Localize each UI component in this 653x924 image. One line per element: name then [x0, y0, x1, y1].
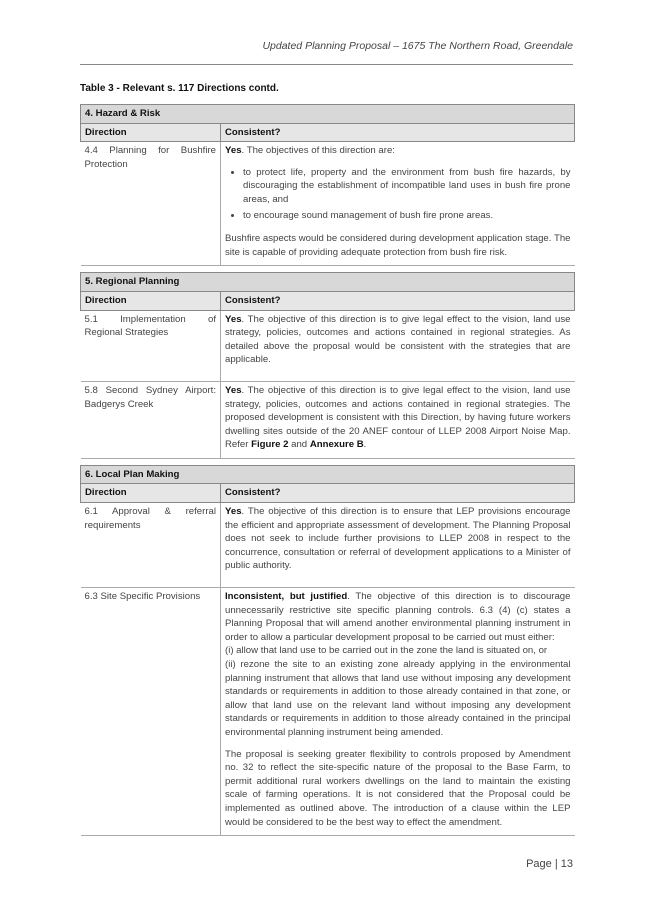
verdict-label: Yes: [225, 145, 242, 157]
reference-joiner: and: [288, 439, 310, 451]
direction-cell: 6.1 Approval & referral requirements: [81, 503, 221, 588]
direction-cell: 5.8 Second Sydney Airport: Badgerys Creek: [81, 381, 221, 458]
page-number: Page | 13: [526, 858, 573, 870]
column-header-direction: Direction: [81, 291, 221, 310]
paragraph: Bushfire aspects would be considered during development application stage. The site is capable of providing adequate protection from bush fire risk.: [225, 233, 571, 258]
sentence-end: .: [363, 439, 367, 451]
table-row: [81, 142, 575, 266]
figure-reference: Figure 2: [251, 439, 289, 451]
verdict-text: . The objective of this direction is to ensure that LEP provisions encourage the efficient and appropriate assessment of development. The Planning Proposal does not seek to include further provisions to LLEP 2008 in respect to the concurrence, consultation or referral of development applications to a Minister of public authority.: [225, 506, 571, 572]
direction-cell: 6.3 Site Specific Provisions: [81, 588, 221, 836]
direction-cell: 4.4 Planning for Bushfire Protection: [81, 142, 221, 266]
column-header-direction: Direction: [81, 484, 221, 503]
verdict-label: Yes: [225, 384, 242, 396]
column-header-consistent: Consistent?: [221, 484, 575, 503]
consistency-cell: [221, 503, 575, 588]
table-caption: Table 3 - Relevant s. 117 Directions contd.: [80, 83, 279, 94]
consistency-cell: [221, 310, 575, 381]
section-heading: 5. Regional Planning: [81, 273, 575, 292]
directions-table: [80, 104, 575, 836]
column-header-row: [81, 484, 575, 503]
table-row: [81, 310, 575, 381]
direction-cell: 5.1 Implementation of Regional Strategies: [81, 310, 221, 381]
table-row: [81, 588, 575, 836]
consistency-cell: [221, 381, 575, 458]
column-header-consistent: Consistent?: [221, 123, 575, 142]
section-heading-row: [81, 465, 575, 484]
list-item: • to protect life, property and the environment from bush fire hazards, by discouraging the establishment of incompatible land uses in bush fire prone areas, and: [243, 166, 571, 207]
section-heading-row: [81, 105, 575, 124]
verdict-label: Yes: [225, 313, 242, 325]
consistency-cell: [221, 588, 575, 836]
paragraph: The proposal is seeking greater flexibility to controls proposed by Amendment no. 32 to reflect the site-specific nature of the proposal to the Base Farm, to permit additional rural workers dwellings on the land to maintain the existing scale of farming operations. It is not considered that the Proposal could be implemented as outlined above. The introduction of a clause within the LEP would be considered to be the best way to effect the amendment.: [225, 748, 571, 828]
list-item: • to encourage sound management of bush fire prone areas.: [243, 209, 571, 223]
paragraph: (i) allow that land use to be carried out in the zone the land is situated on, or: [225, 645, 548, 657]
verdict-label: Inconsistent, but justified: [225, 591, 348, 603]
table-row: [81, 503, 575, 588]
section-heading: 6. Local Plan Making: [81, 465, 575, 484]
verdict-text: . The objectives of this direction are:: [241, 145, 395, 157]
consistency-cell: [221, 142, 575, 266]
verdict-text: . The objective of this direction is to give legal effect to the vision, land use strategy, policies, outcomes and actions contained in regional strategies. As detailed above the proposal would be consistent with the strategies that are applicable.: [225, 313, 571, 366]
verdict-text: . The objective of this direction is to discourage unnecessarily restrictive site specific planning controls. 6.3 (4) (c) states a Planning Proposal that will amend another environmental planning instrument in order to allow a particular development proposal to be carried out must either:: [225, 591, 571, 643]
header-divider: [80, 64, 573, 65]
table-row: [81, 381, 575, 458]
paragraph: (ii) rezone the site to an existing zone already applying in the environmental planning instrument that allows that land use without imposing any development standards or requirements in addition to those already contained in that zone, or allow that land use on the relevant land without imposing any development standards or requirements in addition to those already contained in the principal environmental planning instrument being amended.: [225, 659, 571, 738]
column-header-consistent: Consistent?: [221, 291, 575, 310]
column-header-row: [81, 291, 575, 310]
verdict-label: Yes: [225, 506, 242, 518]
document-header-title: Updated Planning Proposal – 1675 The Northern Road, Greendale: [262, 40, 573, 52]
annexure-reference: Annexure B: [309, 439, 364, 451]
objectives-list: [225, 166, 571, 222]
column-header-row: [81, 123, 575, 142]
column-header-direction: Direction: [81, 123, 221, 142]
section-heading: 4. Hazard & Risk: [81, 105, 575, 124]
section-heading-row: [81, 273, 575, 292]
verdict-text: . The objective of this direction is to give legal effect to the vision, land use strategy, policies, outcomes and actions contained in regional strategies. The proposed development is consistent with this Direction, by having future workers dwelling sites outside of the 20 ANEF contour of LLEP 2008 Airport Noise Map. Refer: [225, 384, 571, 451]
